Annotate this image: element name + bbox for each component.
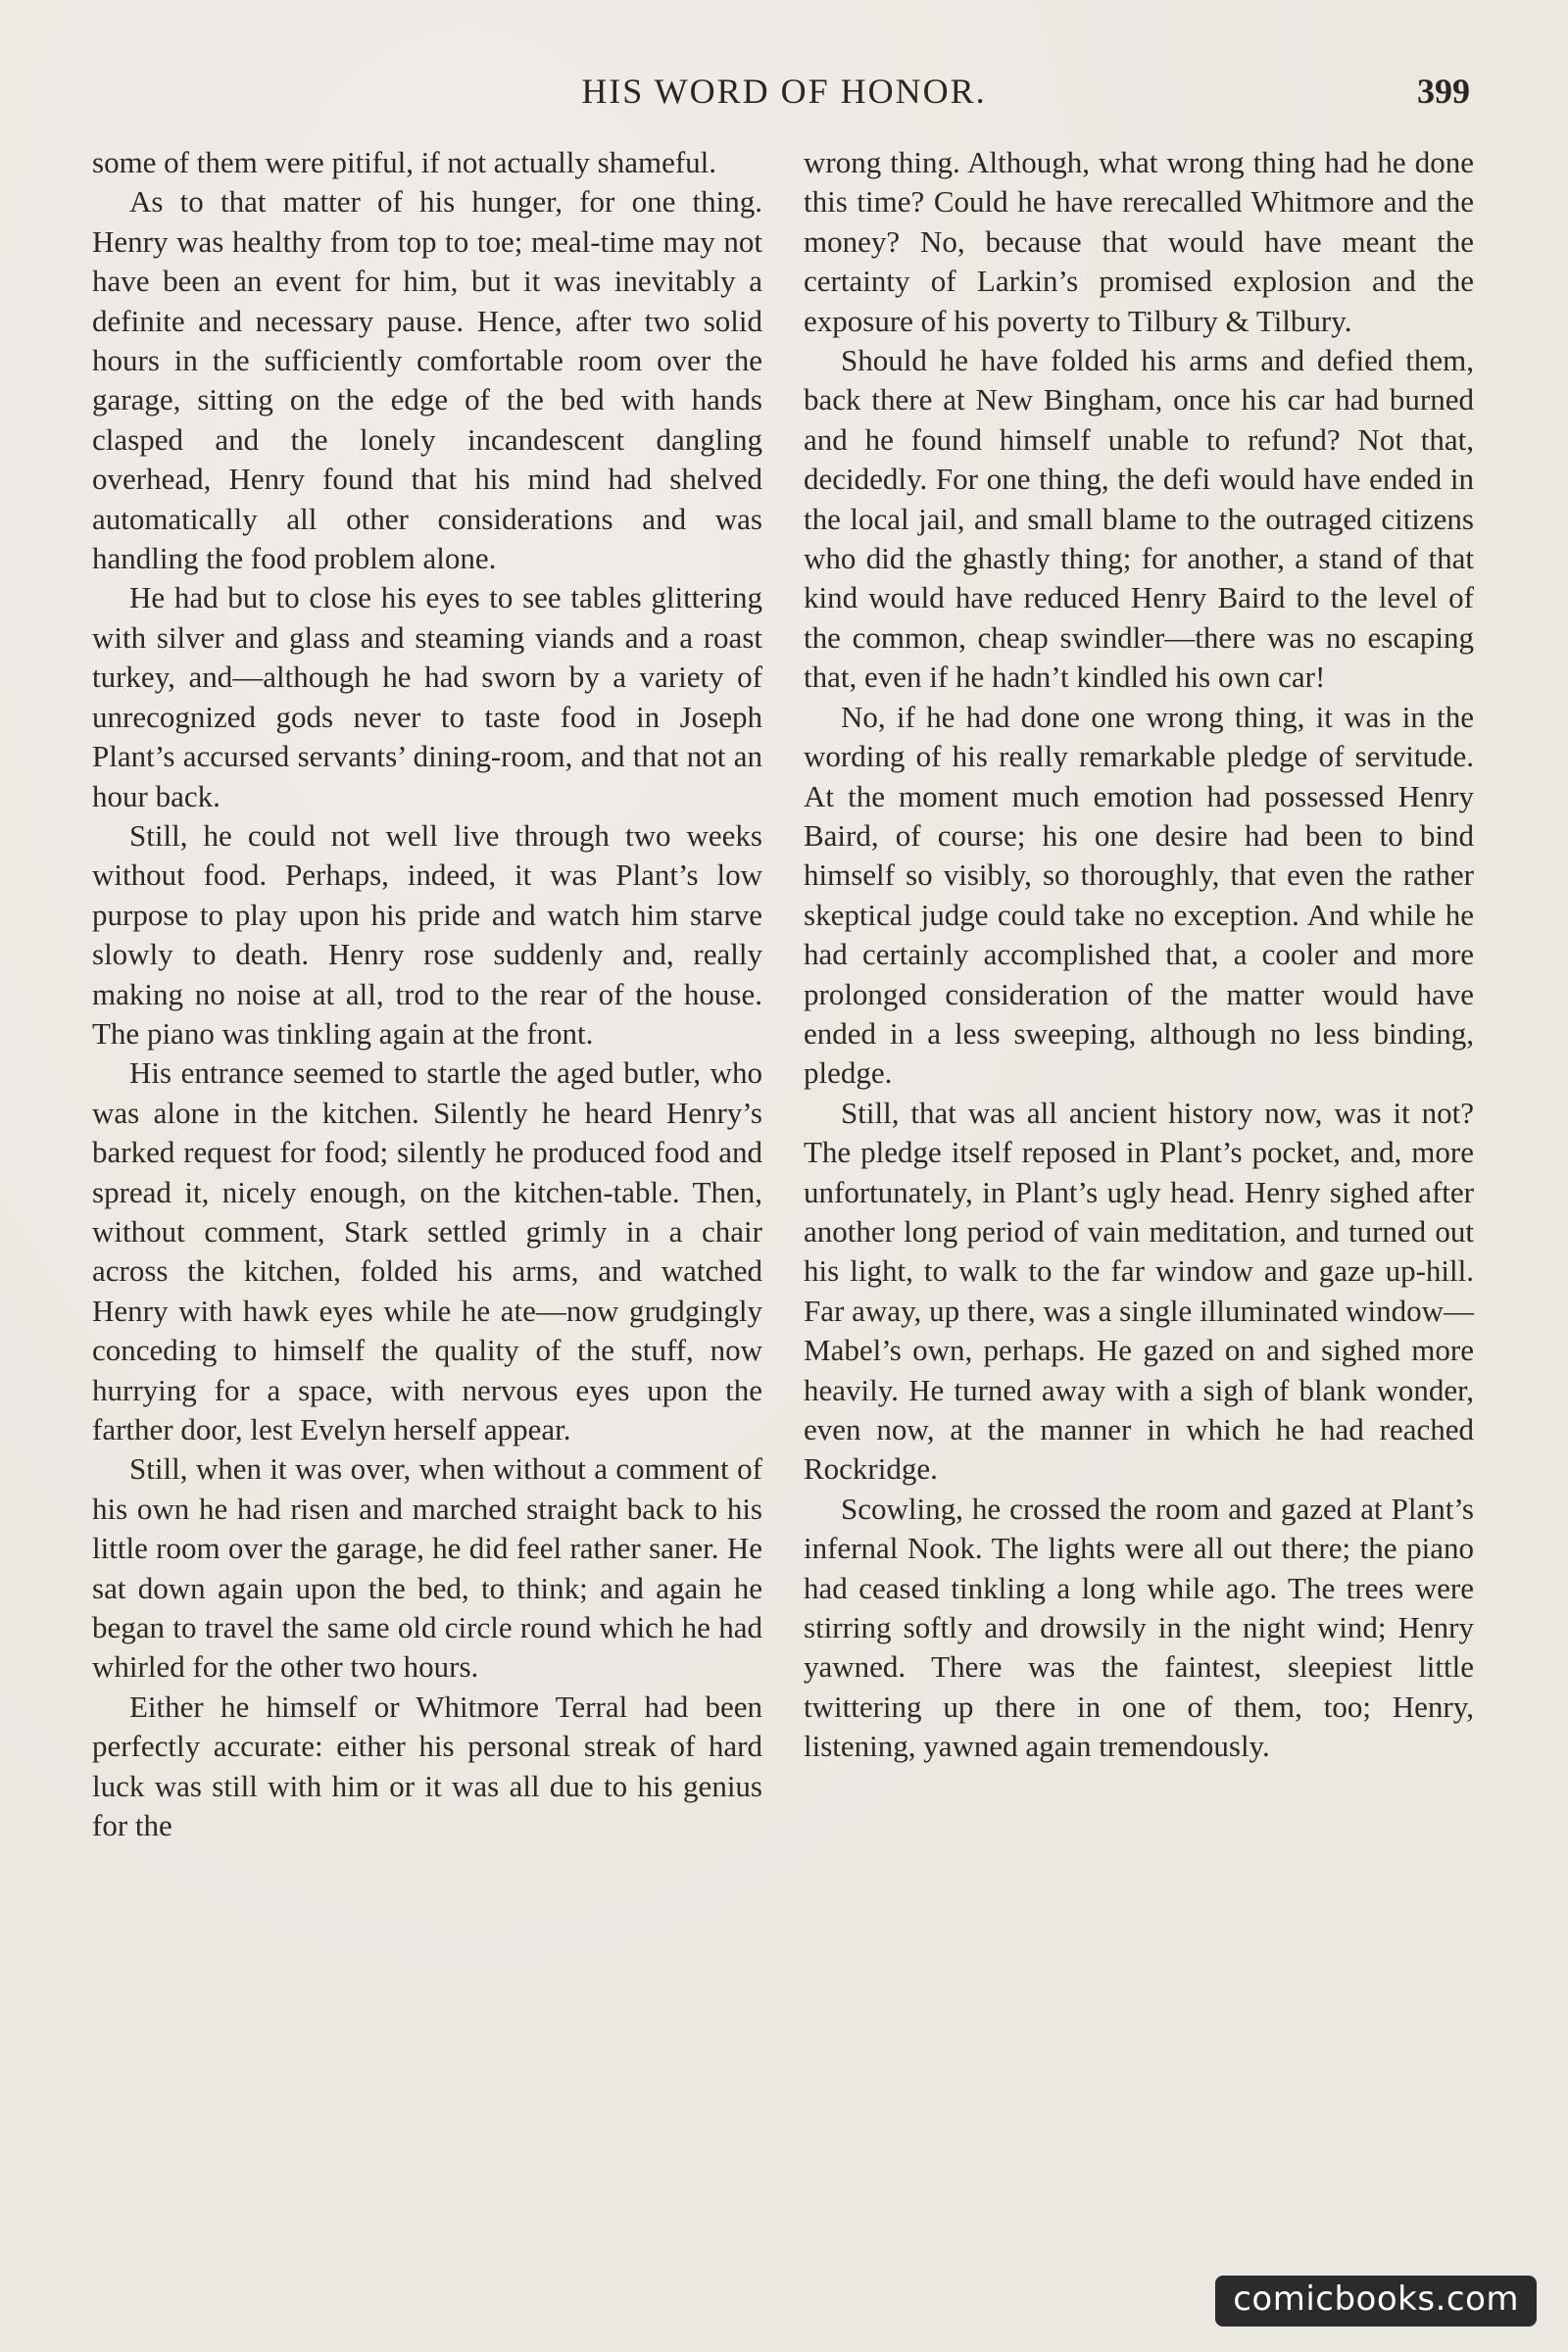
watermark-badge: comicbooks.com	[1215, 2276, 1537, 2327]
paragraph: wrong thing. Although, what wrong thing had he done this time? Could he have rerecalled Whitmore and the money? No, because that would have meant the certainty of Larkin’s promised explosion and the exposure of his poverty to Tilbury & Tilbury.	[804, 145, 1474, 338]
paragraph: Still, that was all ancient history now, was it not? The pledge itself reposed in Plant’s pocket, and, more unfortunately, in Plant’s ugly head. Henry sighed after another long period of vain meditation, and turned out his light, to walk to the far window and gaze up-hill. Far away, up there, was a single illuminated window—Mabel’s own, perhaps. He gazed on and sighed more heavily. He turned away with a sigh of blank wonder, even now, at the manner in which he had reached Rockridge.	[804, 1095, 1474, 1487]
left-column	[92, 143, 762, 1845]
paragraph: Scowling, he crossed the room and gazed at Plant’s infernal Nook. The lights were all out there; the piano had ceased tinkling a long while ago. The trees were stirring softly and drowsily in the night wind; Henry yawned. There was the faintest, sleepiest little twittering up there in one of them, too; Henry, listening, yawned again tremendously.	[804, 1491, 1474, 1764]
paragraph: No, if he had done one wrong thing, it was in the wording of his really remarkable pledge of servitude. At the moment much emotion had possessed Henry Baird, of course; his one desire had been to bind himself so visibly, so thoroughly, that even the rather skeptical judge could take no exception. And while he had certainly accomplished that, a cooler and more prolonged consideration of the matter would have ended in a less sweeping, although no less binding, pledge.	[804, 699, 1474, 1091]
right-column	[804, 143, 1474, 1767]
paragraph: As to that matter of his hunger, for one thing. Henry was healthy from top to toe; meal-time may not have been an event for him, but it was inevitably a definite and necessary pause. Hence, after two solid hours in the sufficiently comfortable room over the garage, sitting on the edge of the bed with hands clasped and the lonely incandescent dangling overhead, Henry found that his mind had shelved automatically all other considerations and was handling the food problem alone.	[92, 184, 762, 576]
paragraph: Either he himself or Whitmore Terral had been perfectly accurate: either his personal streak of hard luck was still with him or it was all due to his genius for the	[92, 1689, 762, 1843]
paragraph: Still, he could not well live through two weeks without food. Perhaps, indeed, it was Plant’s low purpose to play upon his pride and watch him starve slowly to death. Henry rose suddenly and, really making no noise at all, trod to the rear of the house. The piano was tinkling again at the front.	[92, 817, 762, 1051]
paragraph: His entrance seemed to startle the aged butler, who was alone in the kitchen. Silently he heard Henry’s barked request for food; silently he produced food and spread it, nicely enough, on the kitchen-table. Then, without comment, Stark settled grimly in a chair across the kitchen, folded his arms, and watched Henry with hawk eyes while he ate—now grudgingly conceding to himself the quality of the stuff, now hurrying for a space, with nervous eyes upon the farther door, lest Evelyn herself appear.	[92, 1055, 762, 1446]
page-number: 399	[1417, 72, 1470, 111]
paragraph: some of them were pitiful, if not actually shameful.	[92, 145, 717, 179]
paragraph: Still, when it was over, when without a comment of his own he had risen and marched straight back to his little room over the garage, he did feel rather saner. He sat down again upon the bed, to think; and again he began to travel the same old circle round which he had whirled for the other two hours.	[92, 1451, 762, 1685]
paragraph: He had but to close his eyes to see tables glittering with silver and glass and steaming viands and a roast turkey, and—although he had sworn by a variety of unrecognized gods never to taste food in Joseph Plant’s accursed servants’ dining-room, and that not an hour back.	[92, 580, 762, 813]
running-title: HIS WORD OF HONOR.	[581, 72, 987, 111]
paragraph: Should he have folded his arms and defied them, back there at New Bingham, once his car had burned and he found himself unable to refund? Not that, decidedly. For one thing, the defi would have ended in the local jail, and small blame to the outraged citizens who did the ghastly thing; for another, a stand of that kind would have reduced Henry Baird to the level of the common, cheap swindler—there was no escaping that, even if he hadn’t kindled his own car!	[804, 343, 1474, 695]
page-header	[0, 71, 1568, 120]
